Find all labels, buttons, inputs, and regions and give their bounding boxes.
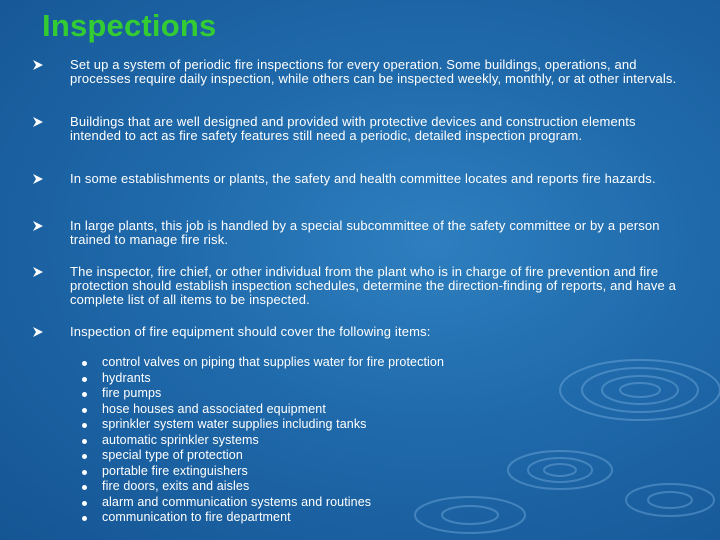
bullet-item <box>32 325 431 339</box>
arrow-bullet-icon <box>32 220 44 232</box>
dot-bullet-icon <box>82 377 87 382</box>
sublist-item <box>82 464 444 480</box>
sublist-item <box>82 355 444 371</box>
slide-title: Inspections <box>42 8 217 43</box>
bullet-text: Inspection of fire equipment should cover the following items: <box>70 324 431 339</box>
sublist-item <box>82 402 444 418</box>
sublist-item <box>82 495 444 511</box>
sublist-item <box>82 433 444 449</box>
sublist-item <box>82 479 444 495</box>
dot-bullet-icon <box>82 392 87 397</box>
sublist-item <box>82 510 444 526</box>
sublist-text: portable fire extinguishers <box>102 463 248 478</box>
bullet-item <box>32 219 682 247</box>
sublist-item <box>82 371 444 387</box>
dot-bullet-icon <box>82 423 87 428</box>
sublist-item <box>82 448 444 464</box>
bullet-item <box>32 58 682 86</box>
sublist-item <box>82 386 444 402</box>
arrow-bullet-icon <box>32 266 44 278</box>
bullet-text: Buildings that are well designed and provided with protective devices and construction elements intended to act as fire safety features still need a periodic, detailed inspection program. <box>70 114 636 143</box>
dot-bullet-icon <box>82 439 87 444</box>
arrow-bullet-icon <box>32 173 44 185</box>
bullet-text: In some establishments or plants, the safety and health committee locates and reports fire hazards. <box>70 171 656 186</box>
dot-bullet-icon <box>82 408 87 413</box>
bullet-item <box>32 265 682 307</box>
equipment-sublist <box>82 355 444 526</box>
bullet-text: The inspector, fire chief, or other individual from the plant who is in charge of fire prevention and fire protection should establish inspection schedules, determine the direction-finding of reports, and have a complete list of all items to be inspected. <box>70 264 677 307</box>
arrow-bullet-icon <box>32 59 44 71</box>
sublist-item <box>82 417 444 433</box>
dot-bullet-icon <box>82 454 87 459</box>
arrow-bullet-icon <box>32 326 44 338</box>
sublist-text: control valves on piping that supplies water for fire protection <box>102 355 444 369</box>
sublist-text: fire pumps <box>102 386 162 400</box>
sublist-text: alarm and communication systems and routines <box>102 494 372 509</box>
sublist-text: special type of protection <box>102 448 243 462</box>
bullet-item <box>32 115 682 143</box>
dot-bullet-icon <box>82 516 87 521</box>
sublist-text: sprinkler system water supplies including tanks <box>102 417 367 431</box>
arrow-bullet-icon <box>32 116 44 128</box>
bullet-text: Set up a system of periodic fire inspections for every operation. Some buildings, operations, and processes require daily inspection, while others can be inspected weekly, monthly, or at other intervals. <box>70 57 677 86</box>
sublist-text: automatic sprinkler systems <box>102 432 259 447</box>
sublist-text: hydrants <box>102 370 151 385</box>
dot-bullet-icon <box>82 501 87 506</box>
dot-bullet-icon <box>82 361 87 366</box>
sublist-text: communication to fire department <box>102 510 291 524</box>
sublist-text: hose houses and associated equipment <box>102 401 326 416</box>
dot-bullet-icon <box>82 470 87 475</box>
bullet-item <box>32 172 656 186</box>
dot-bullet-icon <box>82 485 87 490</box>
sublist-text: fire doors, exits and aisles <box>102 479 250 493</box>
bullet-text: In large plants, this job is handled by a special subcommittee of the safety committee or by a person trained to manage fire risk. <box>70 218 660 247</box>
